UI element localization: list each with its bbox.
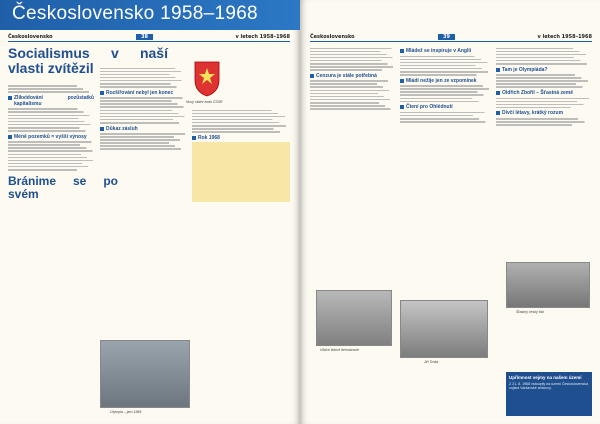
runhead-left: Československo [310,34,355,40]
photo-tisk [506,262,590,308]
column-2 [100,66,186,152]
column-3 [192,108,290,202]
running-head [310,33,592,42]
section-heading: Méně pozemků = vyšší výnosy [8,134,94,140]
column-1 [310,46,394,111]
section-heading: Rok 1968 [192,135,290,141]
banner-title: Československo 1958–1968 [12,3,258,24]
section-heading: Mládež se inspiruje v Anglii [400,48,490,54]
runhead-right: v letech 1958–1968 [537,34,592,40]
photo-trnka [400,300,488,358]
runhead-right: v letech 1958–1968 [235,34,290,40]
right-page [300,0,600,424]
runhead-left: Československo [8,34,53,40]
section-heading: Oldřich Zbořil – Šťastná země [496,90,590,96]
emblem-caption: Nový státní znak ČSSR [186,100,223,104]
column-2 [400,46,490,124]
photo-demokracie [316,290,392,346]
banner [0,0,300,30]
section-heading: Tam je Olympiáda? [496,67,590,73]
section-heading: Dívčí létavy, krátký rozum [496,110,590,116]
photo-caption: Vůdce lidové demokracie [320,348,360,352]
info-box [506,372,592,416]
section-heading: Cenzura je stále potřebná [310,73,394,79]
photo-caption: Jiří Trnka [424,360,439,364]
second-headline: Bránime se po svém [8,173,118,201]
running-head [8,33,290,42]
info-box-title: Upřímnost vejmy na našem území [509,375,582,380]
section-heading: Důkaz zásluh [100,126,186,132]
section-heading: Čtení pro Ohlédnutí [400,104,490,110]
info-box-text: Z 21. 8. 1968 vstoupily na území Československa vojska Varšavské smlouvy. [509,382,589,391]
section-heading: Mládí nežije jen ze vzpomínek [400,78,490,84]
page-number: 38 [136,34,153,40]
photo-olympia [100,340,190,408]
photo-caption: Olympia – jaro 1968 [110,410,142,414]
photo-caption: Šťastný český tisk [516,310,545,314]
page-number: 39 [438,34,455,40]
section-heading: Zlikvidování pozůstatků kapitalismu [8,95,94,107]
column-3 [496,46,590,127]
headline: Socialismus v naší vlasti zvítězil [8,45,168,76]
state-emblem [192,60,222,98]
section-heading: Rozšiřování nebyl jen konec [100,90,186,96]
